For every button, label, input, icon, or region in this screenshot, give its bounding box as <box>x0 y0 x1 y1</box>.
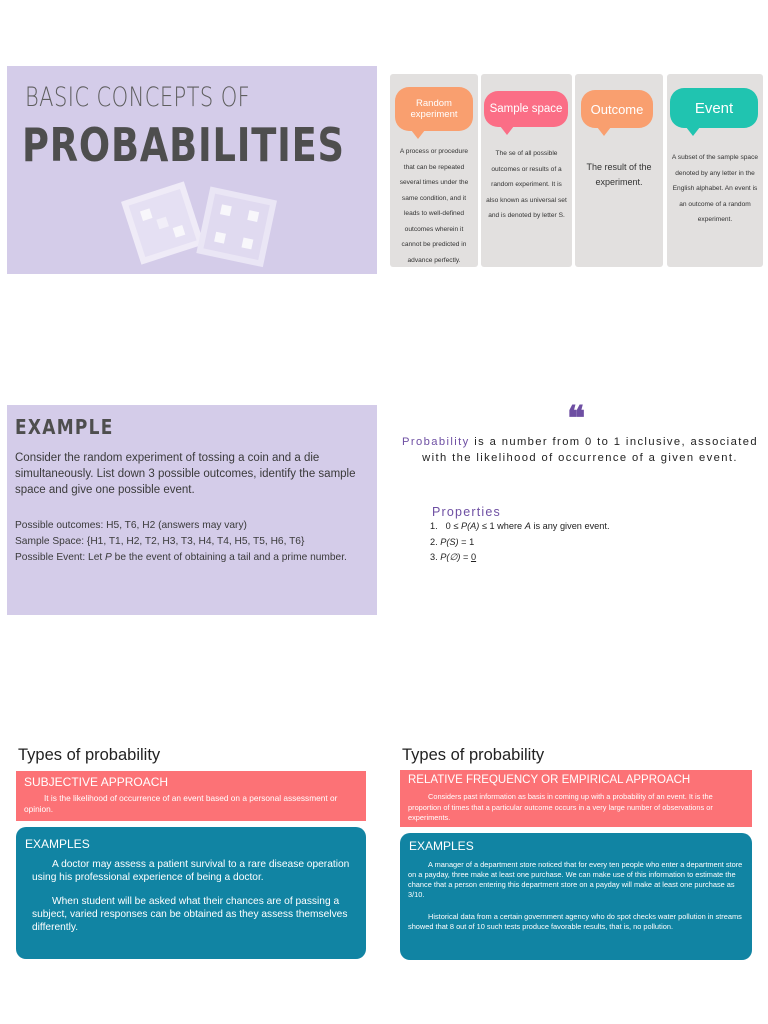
dice-icon <box>117 170 287 274</box>
definition-card-outcome <box>575 74 663 267</box>
probability-definition: Probability is a number from 0 to 1 inclusive, associated with the likelihood of occurrence of a given event. <box>402 436 758 464</box>
examples-title: EXAMPLES <box>25 837 90 851</box>
approach-title: SUBJECTIVE APPROACH <box>24 775 169 789</box>
term-label: Sample space <box>489 103 563 115</box>
subjective-approach-box <box>16 771 366 821</box>
possible-event: Possible Event: Let P be the event of obtaining a tail and a prime number. <box>15 552 347 563</box>
term-description: A subset of the sample space denoted by any letter in the English alphabet. An event is an outcome of a random experiment. <box>671 154 759 223</box>
definition-card-random-experiment <box>390 74 478 267</box>
types-heading-empirical: Types of probability <box>402 746 545 764</box>
definition-card-event <box>667 74 763 267</box>
empirical-approach-box <box>400 770 752 827</box>
example-title: EXAMPLE <box>15 415 114 439</box>
possible-outcomes: Possible outcomes: H5, T6, H2 (answers may vary) <box>15 520 247 531</box>
property-3: 3. P(∅) = 0 <box>430 552 477 562</box>
term-description: The result of the experiment. <box>586 162 652 187</box>
term-bubble <box>581 90 653 128</box>
term-label: Event <box>694 99 734 117</box>
types-heading-subjective: Types of probability <box>18 746 161 764</box>
definition-term: Probability <box>402 436 470 448</box>
example-item: A manager of a department store noticed that for every ten people who enter a department store on a payday, three make at least one purchase. We can make use of this information to estimate the chance that a person entering this department store on a payday will make at least one purchase as 3/10. <box>408 860 743 899</box>
example-item: A doctor may assess a patient survival to a rare disease operation using his professional experience of being a doctor. <box>32 859 350 883</box>
title-slide <box>7 66 377 274</box>
term-bubble <box>670 88 758 128</box>
term-bubble <box>395 87 473 131</box>
approach-description: Considers past information as basis in coming up with a probability of an event. It is the proportion of times that a particular outcome occurs in a very large number of observations or experiments. <box>408 792 713 822</box>
term-description: A process or procedure that can be repeated several times under the same condition, and it leads to well-defined outcomes wherein it cannot be predicted in advance perfectly. <box>399 148 469 264</box>
examples-title: EXAMPLES <box>409 839 474 853</box>
term-bubble <box>484 91 568 127</box>
approach-description: It is the likelihood of occurrence of an event based on a personal assessment or opinion. <box>24 793 338 814</box>
term-label: Random experiment <box>410 98 458 120</box>
approach-title: RELATIVE FREQUENCY OR EMPIRICAL APPROACH <box>408 774 691 786</box>
properties-heading: Properties <box>432 505 501 519</box>
property-1: 1. 0 ≤ P(A) ≤ 1 where A is any given event. <box>430 521 610 531</box>
title-heading: PROBABILITIES <box>22 118 345 172</box>
title-subheading: BASIC CONCEPTS OF <box>25 82 251 113</box>
definition-card-sample-space <box>481 74 572 267</box>
subjective-examples-box <box>16 827 366 959</box>
empirical-examples-box <box>400 833 752 960</box>
sample-space: Sample Space: {H1, T1, H2, T2, H3, T3, H4, T4, H5, T5, H6, T6} <box>15 536 305 547</box>
term-label: Outcome <box>590 101 644 117</box>
example-question: Consider the random experiment of tossing a coin and a die simultaneously. List down 3 possible outcomes, identify the sample space and give one possible event. <box>15 452 356 496</box>
example-item: When student will be asked what their chances are of passing a subject, varied responses can be obtained as they assess themselves differently. <box>32 896 348 933</box>
example-item: Historical data from a certain government agency who do spot checks water pollution in streams showed that 8 out of 10 such tests produce favorable results, that is, no pollution. <box>408 912 742 931</box>
term-description: The se of all possible outcomes or results of a random experiment. It is also known as universal set and is denoted by letter S. <box>486 150 567 219</box>
quote-icon: ❝ <box>567 399 586 439</box>
example-slide <box>7 405 377 615</box>
property-2: 2. P(S) = 1 <box>430 537 475 547</box>
